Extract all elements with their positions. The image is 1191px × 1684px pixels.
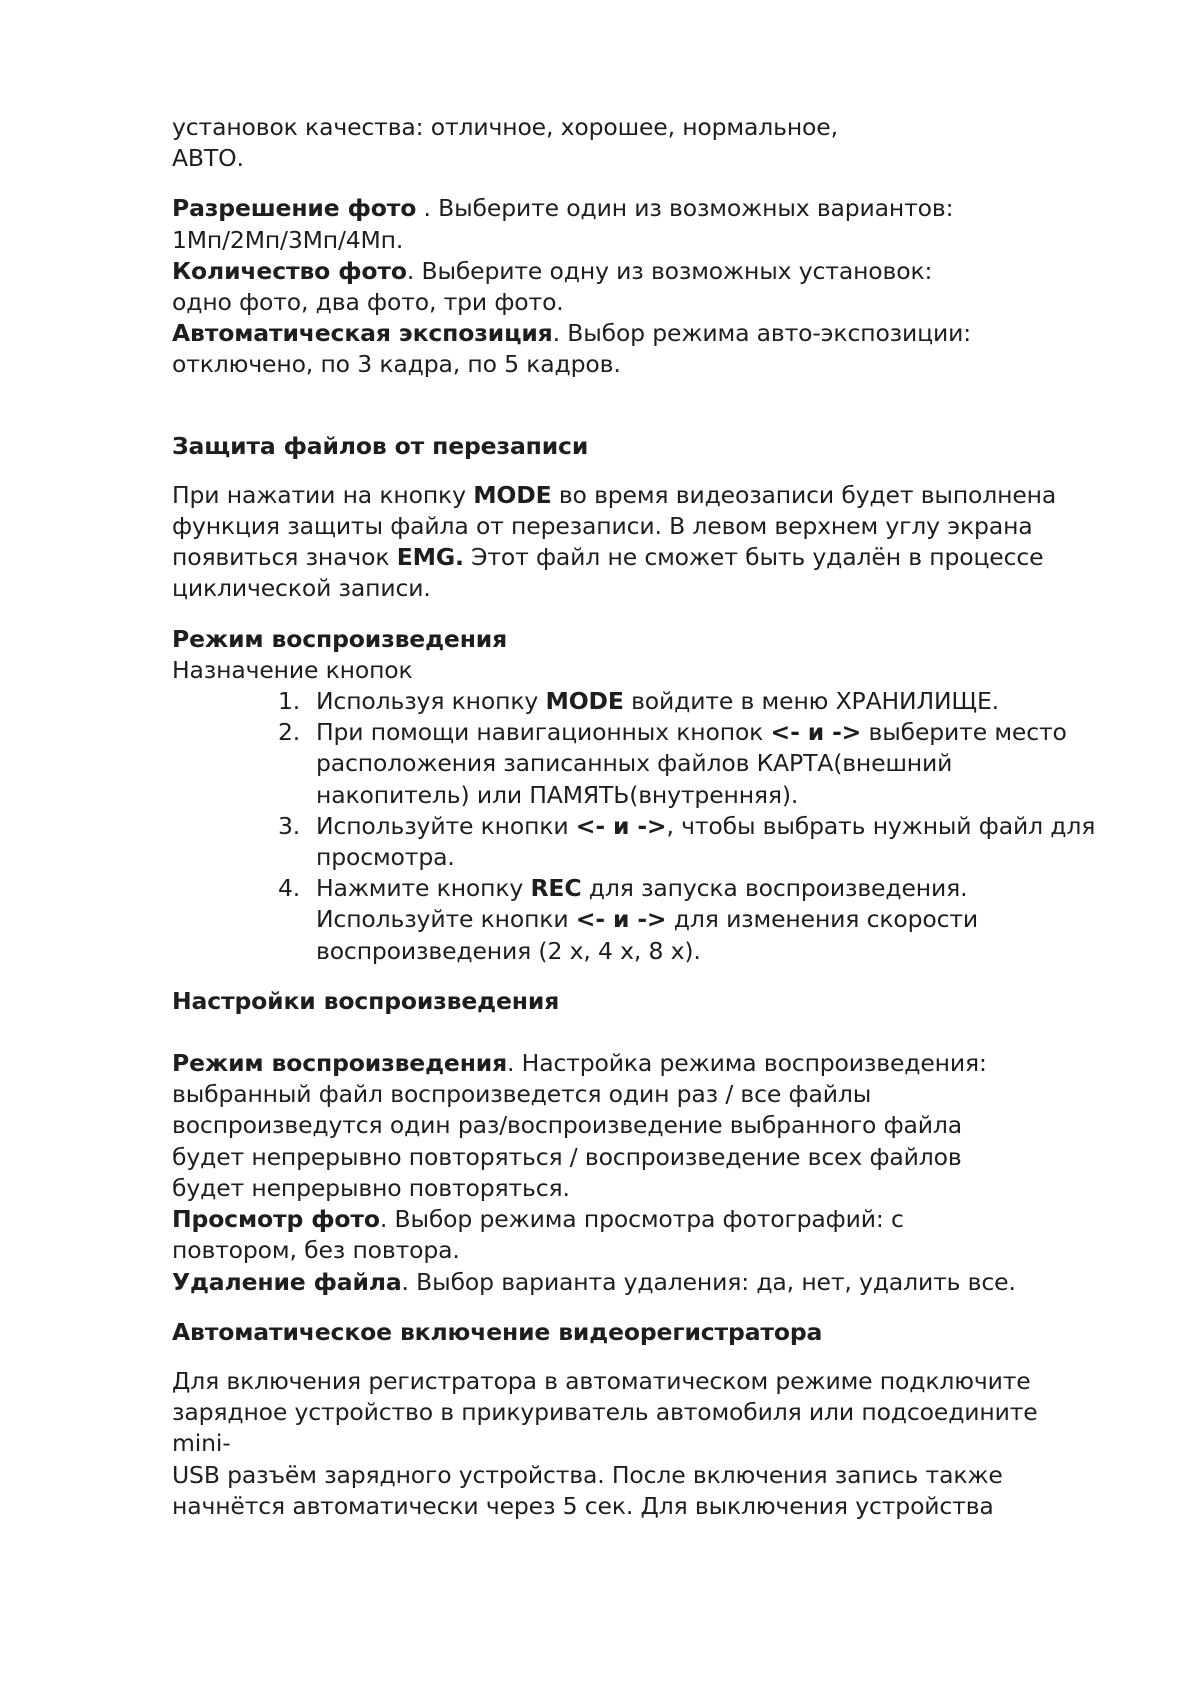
intro-line: установок качества: отличное, хорошее, нормальное,	[172, 113, 838, 141]
section-heading: Защита файлов от перезаписи	[172, 431, 589, 460]
body-line: появиться значок EMG. Этот файл не сможет быть удалён в процессе	[172, 543, 1044, 572]
auto-start-section	[172, 1317, 1102, 1522]
body-line: повтором, без повтора.	[172, 1236, 460, 1265]
body-line: выбранный файл воспроизведется один раз / все файлы	[172, 1080, 872, 1109]
setting-term: Автоматическая экспозиция	[172, 319, 553, 348]
section-heading: Настройки воспроизведения	[172, 986, 560, 1015]
body-line: Просмотр фото. Выбор режима просмотра фотографий: с	[172, 1205, 904, 1234]
setting-line: Автоматическая экспозиция. Выбор режима авто-экспозиции:	[172, 319, 972, 348]
setting-line: Количество фото. Выберите одну из возможных установок:	[172, 256, 933, 285]
list-item: 4. Нажмите кнопку REC для запуска воспроизведения. Используйте кнопки <- и -> для изменения скорости воспроизведения (2 х, 4 х, 8 х).	[278, 874, 979, 965]
photo-settings-section	[172, 193, 1102, 380]
setting-line: Разрешение фото . Выберите один из возможных вариантов:	[172, 194, 954, 223]
section-subtitle: Назначение кнопок	[172, 655, 413, 684]
body-line: функция защиты файла от перезаписи. В левом верхнем углу экрана	[172, 512, 1033, 541]
steps-list	[172, 686, 1102, 967]
setting-term: Разрешение фото	[172, 194, 417, 223]
body-line: Режим воспроизведения. Настройка режима воспроизведения:	[172, 1049, 987, 1078]
body-line: будет непрерывно повторяться.	[172, 1173, 570, 1202]
document-page	[172, 112, 1102, 1522]
setting-line: одно фото, два фото, три фото.	[172, 288, 564, 317]
list-item: 1. Используя кнопку MODE войдите в меню ХРАНИЛИЩЕ.	[278, 687, 999, 716]
list-item: 3. Используйте кнопки <- и ->, чтобы выбрать нужный файл для просмотра.	[278, 811, 1096, 872]
body-line: циклической записи.	[172, 574, 431, 603]
body-line: зарядное устройство в прикуриватель автомобиля или подсоедините mini-	[172, 1398, 1038, 1458]
list-item: 2. При помощи навигационных кнопок <- и -> выберите место расположения записанных файлов КАРТА(внешний накопитель) или ПАМЯТЬ(внутренняя).	[278, 718, 1067, 809]
body-line: Для включения регистратора в автоматическом режиме подключите	[172, 1366, 1031, 1395]
protection-section	[172, 431, 1102, 605]
body-line: USB разъём зарядного устройства. После включения запись также	[172, 1460, 1003, 1489]
playback-mode-section	[172, 624, 1102, 967]
setting-line: 1Мп/2Мп/3Мп/4Мп.	[172, 225, 404, 254]
body-line: Удаление файла. Выбор варианта удаления: да, нет, удалить все.	[172, 1267, 1016, 1296]
section-heading: Режим воспроизведения	[172, 624, 508, 653]
body-line: начнётся автоматически через 5 сек. Для выключения устройства	[172, 1491, 994, 1520]
playback-settings-section	[172, 986, 1102, 1298]
setting-line: отключено, по 3 кадра, по 5 кадров.	[172, 350, 621, 379]
setting-term: Количество фото	[172, 256, 407, 285]
body-line: воспроизведутся один раз/воспроизведение выбранного файла	[172, 1111, 963, 1140]
intro-line: АВТО.	[172, 144, 244, 173]
body-line: будет непрерывно повторяться / воспроизведение всех файлов	[172, 1142, 962, 1171]
body-line: При нажатии на кнопку MODE во время видеозаписи будет выполнена	[172, 480, 1057, 509]
section-heading: Автоматическое включение видеорегистратора	[172, 1317, 823, 1346]
